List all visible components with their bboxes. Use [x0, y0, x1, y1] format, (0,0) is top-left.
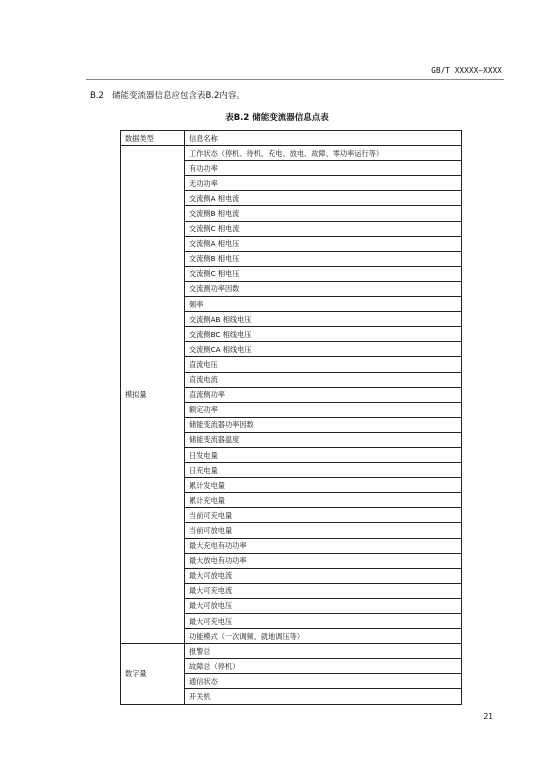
- standard-number: GB/T XXXXX—XXXX: [431, 66, 502, 75]
- info-name-cell: 交流侧A 相电流: [185, 191, 462, 206]
- page-number: 21: [483, 712, 493, 721]
- data-type-cell: 模拟量: [121, 146, 185, 644]
- header-data-type: 数据类型: [121, 131, 185, 146]
- clause-number: B.2: [90, 91, 104, 101]
- info-name-cell: 最大可充电压: [185, 614, 462, 629]
- info-name-cell: 交流侧AB 相线电压: [185, 312, 462, 327]
- info-name-cell: 最大充电有功功率: [185, 538, 462, 553]
- info-name-cell: 当前可放电量: [185, 523, 462, 538]
- info-name-cell: 工作状态（停机、待机、充电、放电、故障、零功率运行等）: [185, 146, 462, 161]
- info-name-cell: 最大可放电流: [185, 568, 462, 583]
- info-name-cell: 当前可充电量: [185, 508, 462, 523]
- info-name-cell: 最大放电有功功率: [185, 553, 462, 568]
- info-name-cell: 有功功率: [185, 161, 462, 176]
- info-name-cell: 频率: [185, 297, 462, 312]
- table-row: [121, 146, 462, 161]
- info-name-cell: 最大可充电流: [185, 583, 462, 598]
- table-header-row: [121, 131, 462, 146]
- info-name-cell: 储能变流器温度: [185, 432, 462, 447]
- info-name-cell: 功能模式（一次调频、就地调压等）: [185, 629, 462, 644]
- info-name-cell: 交流测功率因数: [185, 281, 462, 296]
- info-name-cell: 通信状态: [185, 674, 462, 689]
- table-caption: 表B.2 储能变流器信息点表: [225, 113, 329, 123]
- info-name-cell: 交流侧C 相电压: [185, 266, 462, 281]
- data-type-cell: 数字量: [121, 644, 185, 704]
- info-name-cell: 日发电量: [185, 447, 462, 462]
- info-name-cell: 日充电量: [185, 463, 462, 478]
- info-name-cell: 无功功率: [185, 176, 462, 191]
- info-name-cell: 额定功率: [185, 402, 462, 417]
- info-point-table: [120, 130, 462, 705]
- info-name-cell: 故障总（停机）: [185, 659, 462, 674]
- intro-text: 储能变流器信息应包含表B.2内容。: [111, 91, 245, 101]
- info-name-cell: 开关机: [185, 689, 462, 704]
- info-name-cell: 最大可放电压: [185, 598, 462, 613]
- table-body: [121, 146, 462, 704]
- info-name-cell: 累计充电量: [185, 493, 462, 508]
- info-name-cell: 交流侧A 相电压: [185, 236, 462, 251]
- info-name-cell: 直流电压: [185, 357, 462, 372]
- info-name-cell: 直流侧功率: [185, 387, 462, 402]
- header-info-name: 信息名称: [185, 131, 462, 146]
- info-name-cell: 交流侧CA 相线电压: [185, 342, 462, 357]
- info-name-cell: 交流侧B 相电压: [185, 251, 462, 266]
- info-name-cell: 直流电流: [185, 372, 462, 387]
- info-name-cell: 累计发电量: [185, 478, 462, 493]
- intro-paragraph: [90, 89, 245, 101]
- info-name-cell: 交流侧BC 相线电压: [185, 327, 462, 342]
- header-rule: [86, 79, 504, 80]
- info-name-cell: 报警总: [185, 644, 462, 659]
- info-name-cell: 交流侧C 相电流: [185, 221, 462, 236]
- info-name-cell: 交流侧B 相电流: [185, 206, 462, 221]
- table-row: [121, 644, 462, 659]
- info-name-cell: 储能变流器功率因数: [185, 417, 462, 432]
